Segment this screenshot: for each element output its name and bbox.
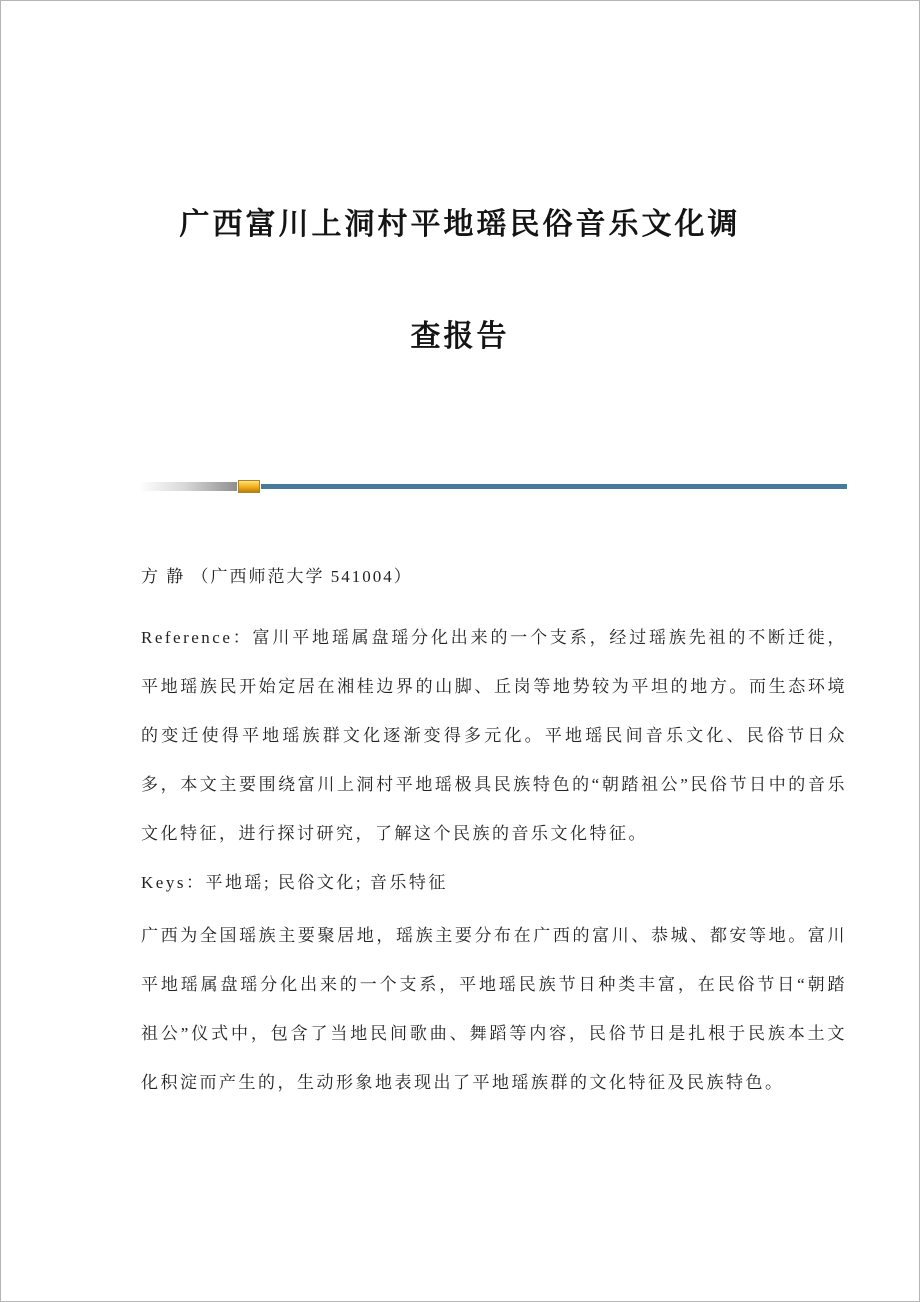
title-divider (141, 479, 847, 493)
title-line-2: 查报告 (410, 320, 510, 353)
document-title (1, 169, 919, 393)
divider-gradient-segment (141, 482, 237, 491)
author-line: 方 静 （广西师范大学 541004） (141, 567, 413, 586)
body-paragraph: 广西为全国瑶族主要聚居地，瑶族主要分布在广西的富川、恭城、都安等地。富川平地瑶属盘瑶分化出来的一个支系，平地瑶民族节日种类丰富，在民俗节日“朝踏祖公”仪式中，包含了当地民间歌曲、舞蹈等内容，民俗节日是扎根于民族本土文化积淀而产生的，生动形象地表现出了平地瑶族群的文化特征及民族特色。 (141, 926, 847, 1092)
keywords-line: Keys：平地瑶; 民俗文化; 音乐特征 (141, 873, 448, 892)
divider-bar (261, 484, 847, 489)
abstract-paragraph: Reference：富川平地瑶属盘瑶分化出来的一个支系，经过瑶族先祖的不断迁徙，平地瑶族民开始定居在湘桂边界的山脚、丘岗等地势较为平坦的地方。而生态环境的变迁使得平地瑶族群文化逐渐变得多元化。平地瑶民间音乐文化、民俗节日众多，本文主要围绕富川上洞村平地瑶极具民族特色的“朝踏祖公”民俗节日中的音乐文化特征，进行探讨研究，了解这个民族的音乐文化特征。 (141, 628, 847, 843)
divider-ornament-icon (238, 480, 260, 493)
title-line-1: 广西富川上洞村平地瑶民俗音乐文化调 (179, 208, 741, 241)
